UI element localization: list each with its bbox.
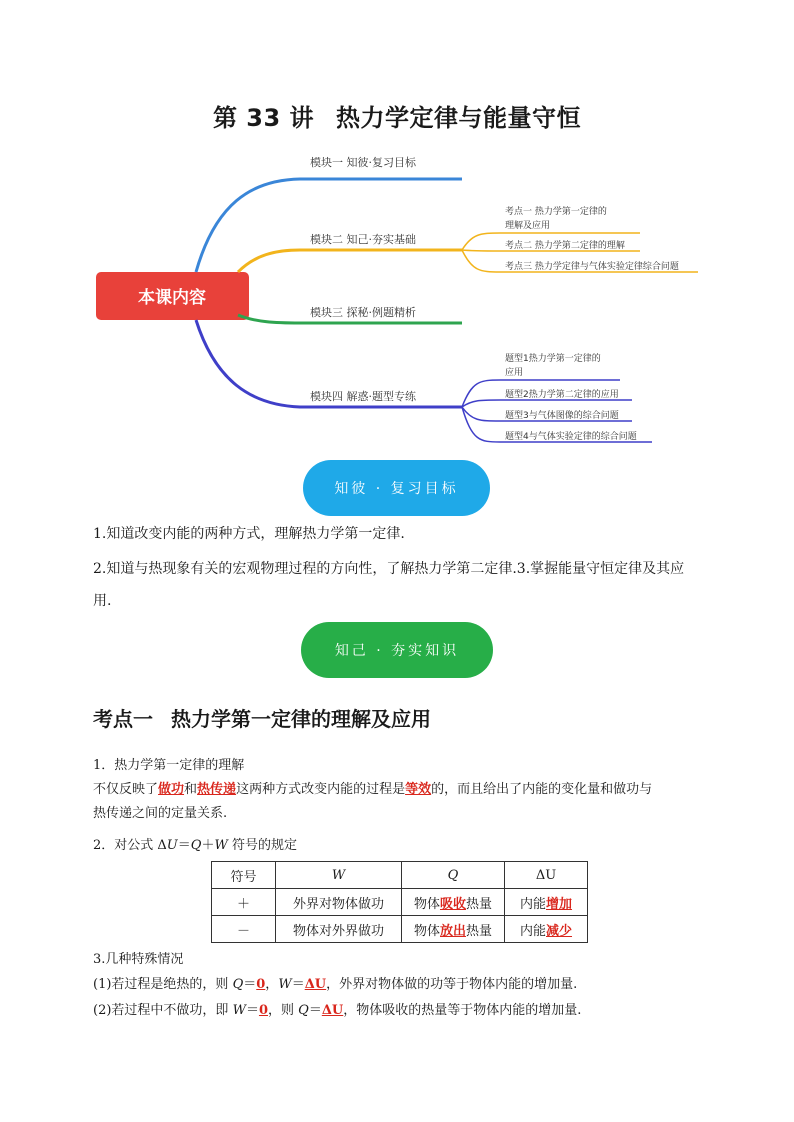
text-run: 热量 [466,923,493,939]
text-run: 和 [184,782,198,797]
text-run: ＝ [308,1003,322,1018]
branch-2-sub-1-label-b: 理解及应用 [505,221,551,231]
branch-1-label: 模块一 知彼·复习目标 [310,156,416,169]
objective-2: 2.知道与热现象有关的宏观物理过程的方向性，了解热力学第二定律.3.掌握能量守恒定律及其应 [93,561,685,577]
section-number: 考点一 [93,707,153,731]
text-run: 符号的规定 [227,838,297,853]
point-1-line-1 [93,779,713,801]
text-run: ＝ [177,838,191,853]
text-run: ＋ [201,838,215,853]
table-cell: － [212,916,276,943]
var-q: Q [447,867,459,883]
section-name: 热力学第一定律的理解及应用 [171,707,431,731]
text-run: ＝ [291,977,305,992]
branch-2-sub-1-label-a: 考点一 热力学第一定律的 [505,207,607,217]
var-w: W [278,977,292,992]
keyword-zero: 0 [258,1003,268,1018]
keyword-delta-u: ΔU [304,977,327,992]
point-3-heading: 3.几种特殊情况 [93,952,184,967]
text-run: ，则 [268,1003,299,1018]
branch-4-label: 模块四 解惑·题型专练 [310,390,416,403]
text-run: 热量 [466,896,493,912]
text-run: 的，而且给出了内能的变化量和做功与 [431,782,653,797]
text-run: (1)若过程是绝热的，则 [93,977,233,992]
mindmap-root-label: 本课内容 [138,288,206,308]
branch-2-line [238,250,462,272]
point-1-line-2: 热传递之间的定量关系. [93,806,228,821]
lecture-number: 第 33 讲 [212,104,315,132]
var-w: W [232,1003,246,1018]
table-cell [402,889,505,916]
text-run: 内能 [519,923,546,939]
table-header-row [212,862,588,889]
keyword-release: 放出 [439,923,466,939]
mindmap [0,140,794,450]
text-run: 2．对公式 Δ [93,838,167,853]
text-run: ， [265,977,279,992]
branch-4-sub-2-line [462,400,632,407]
text-run: 这两种方式改变内能的过程是 [236,782,406,797]
special-case-2 [93,1000,713,1022]
table-header-cell [402,862,505,889]
special-case-1 [93,974,713,996]
keyword-zero: 0 [256,977,266,992]
table-header-cell [276,862,402,889]
basics-pill: 知己 · 夯实知识 [301,622,493,678]
branch-4-sub-1-label-b: 应用 [505,368,524,378]
text-run: ＝ [245,1003,259,1018]
lecture-topic: 热力学定律与能量守恒 [336,104,582,132]
var-u: U [166,838,178,853]
branch-1-line [196,179,462,272]
branch-4-sub-3-label: 题型3与气体图像的综合问题 [505,411,619,421]
text-run: ＝ [243,977,257,992]
text-run: 不仅反映了 [93,782,159,797]
branch-4-sub-2-label: 题型2热力学第二定律的应用 [505,390,619,400]
table-cell [505,889,588,916]
branch-2-label: 模块二 知己·夯实基础 [310,233,416,246]
var-q: Q [190,838,202,853]
var-w: W [214,838,228,853]
branch-2-sub-2-label: 考点二 热力学第二定律的理解 [505,241,625,251]
sign-convention-table [211,861,588,943]
table-cell [505,916,588,943]
table-cell [402,916,505,943]
point-1-heading: 1．热力学第一定律的理解 [93,758,245,773]
text-run: 物体 [413,923,440,939]
table-header-cell: 符号 [212,862,276,889]
text-run: ，物体吸收的热量等于物体内能的增加量. [343,1003,582,1018]
objective-1: 1.知道改变内能的两种方式，理解热力学第一定律. [93,526,405,542]
text-run: ，外界对物体做的功等于物体内能的增加量. [326,977,578,992]
keyword-equivalent: 等效 [405,782,432,797]
table-row [212,889,588,916]
var-q: Q [298,1003,309,1018]
branch-4-sub-1-label-a: 题型1热力学第一定律的 [505,354,601,364]
var-w: W [331,867,346,883]
table-row [212,916,588,943]
var-q: Q [232,977,244,992]
branch-3-label: 模块三 探秘·例题精析 [310,306,416,319]
text-run: 物体 [413,896,440,912]
branch-4-sub-4-label: 题型4与气体实验定律的综合问题 [505,432,637,442]
table-cell: 外界对物体做功 [276,889,402,916]
keyword-absorb: 吸收 [439,896,466,912]
objective-2-continued: 用. [93,593,112,609]
text-run: (2)若过程中不做功，即 [93,1003,233,1018]
table-cell: 物体对外界做功 [276,916,402,943]
section-heading [93,703,431,732]
keyword-work: 做功 [158,782,185,797]
keyword-delta-u: ΔU [321,1003,344,1018]
keyword-increase: 增加 [546,896,573,912]
branch-2-sub-3-label: 考点三 热力学定律与气体实验定律综合问题 [505,262,679,272]
review-goals-pill: 知彼 · 复习目标 [303,460,490,516]
text-run: 内能 [519,896,546,912]
keyword-decrease: 减少 [546,923,573,939]
page-title [0,98,794,133]
point-2-heading [93,835,713,857]
table-cell: ＋ [212,889,276,916]
table-header-cell: ΔU [505,862,588,889]
keyword-heat-transfer: 热传递 [197,782,237,797]
